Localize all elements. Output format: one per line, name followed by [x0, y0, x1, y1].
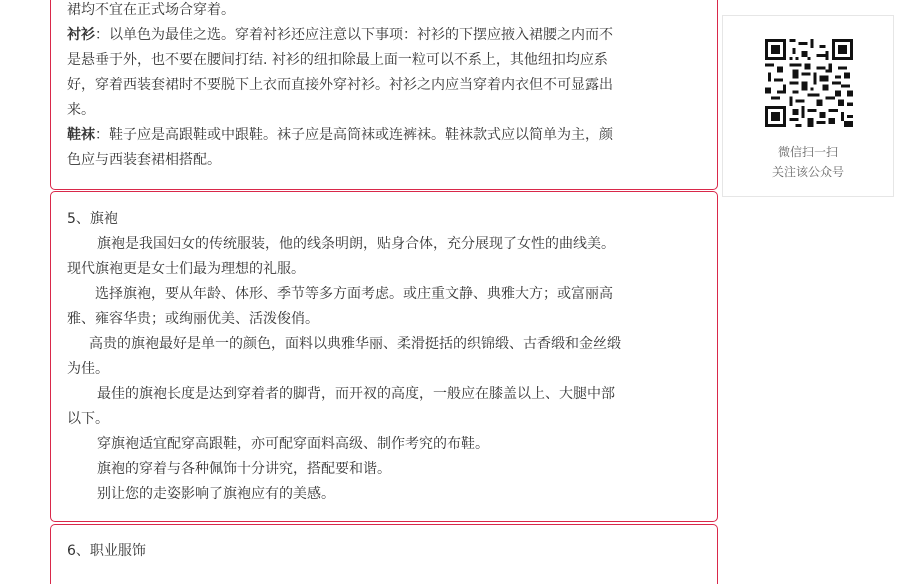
paragraph-line: 旗袍是我国妇女的传统服装，他的线条明朗，贴身合体，充分展现了女性的曲线美。 [97, 236, 615, 252]
paragraph-line: 穿旗袍适宜配穿高跟鞋，亦可配穿面料高级、制作考究的布鞋。 [97, 436, 489, 452]
paragraph-line: 好，穿着西装套裙时不要脱下上衣而直接外穿衬衫。衬衫之内应当穿着内衣但不可显露出 [67, 77, 613, 93]
paragraph-text: ：以单色为最佳之选。穿着衬衫还应注意以下事项：衬衫的下摆应掖入裙腰之内而不 [95, 27, 613, 43]
paragraph-line: 旗袍的穿着与各种佩饰十分讲究，搭配要和谐。 [97, 461, 391, 477]
paragraph-line: 高贵的旗袍最好是单一的颜色，面料以典雅华丽、柔滑挺括的织锦缎、古香缎和金丝缎 [89, 336, 621, 352]
article-card-professional [50, 524, 718, 584]
paragraph-line: 别让您的走姿影响了旗袍应有的美感。 [97, 486, 335, 502]
article-card-qipao [50, 191, 718, 522]
paragraph-line: 来。 [67, 102, 95, 118]
paragraph-line: 为佳。 [67, 361, 109, 377]
qr-caption-scan: 微信扫一扫 [777, 145, 838, 159]
paragraph-line: 选择旗袍，要从年龄、体形、季节等多方面考虑。或庄重文静、典雅大方；或富丽高 [95, 286, 613, 302]
paragraph-line: 是悬垂于外，也不要在腰间打结. 衬衫的纽扣除最上面一粒可以不系上，其他纽扣均应系 [67, 52, 608, 68]
article-card-suits [50, 0, 718, 190]
qr-follow-widget [722, 15, 894, 197]
shirt-label: 衬衫 [67, 27, 95, 43]
qr-code-icon [765, 39, 853, 127]
shirt-paragraph [67, 23, 613, 48]
paragraph-text: ：鞋子应是高跟鞋或中跟鞋。袜子应是高筒袜或连裤袜。鞋袜款式应以简单为主，颜 [95, 127, 613, 143]
paragraph-line: 裙均不宜在正式场合穿着。 [67, 2, 235, 18]
paragraph-line: 色应与西装套裙相搭配。 [67, 152, 221, 168]
shoes-label: 鞋袜 [67, 127, 95, 143]
paragraph-line: 最佳的旗袍长度是达到穿着者的脚背，而开衩的高度，一般应在膝盖以上、大腿中部 [97, 386, 615, 402]
section-heading: 5、旗袍 [67, 211, 118, 227]
section-heading: 6、职业服饰 [67, 543, 146, 559]
paragraph-line: 雅、雍容华贵；或绚丽优美、活泼俊俏。 [67, 311, 319, 327]
shoes-paragraph [67, 123, 613, 148]
qr-caption-follow: 关注该公众号 [771, 165, 844, 179]
paragraph-line: 现代旗袍更是女士们最为理想的礼服。 [67, 261, 305, 277]
paragraph-line: 以下。 [67, 411, 109, 427]
